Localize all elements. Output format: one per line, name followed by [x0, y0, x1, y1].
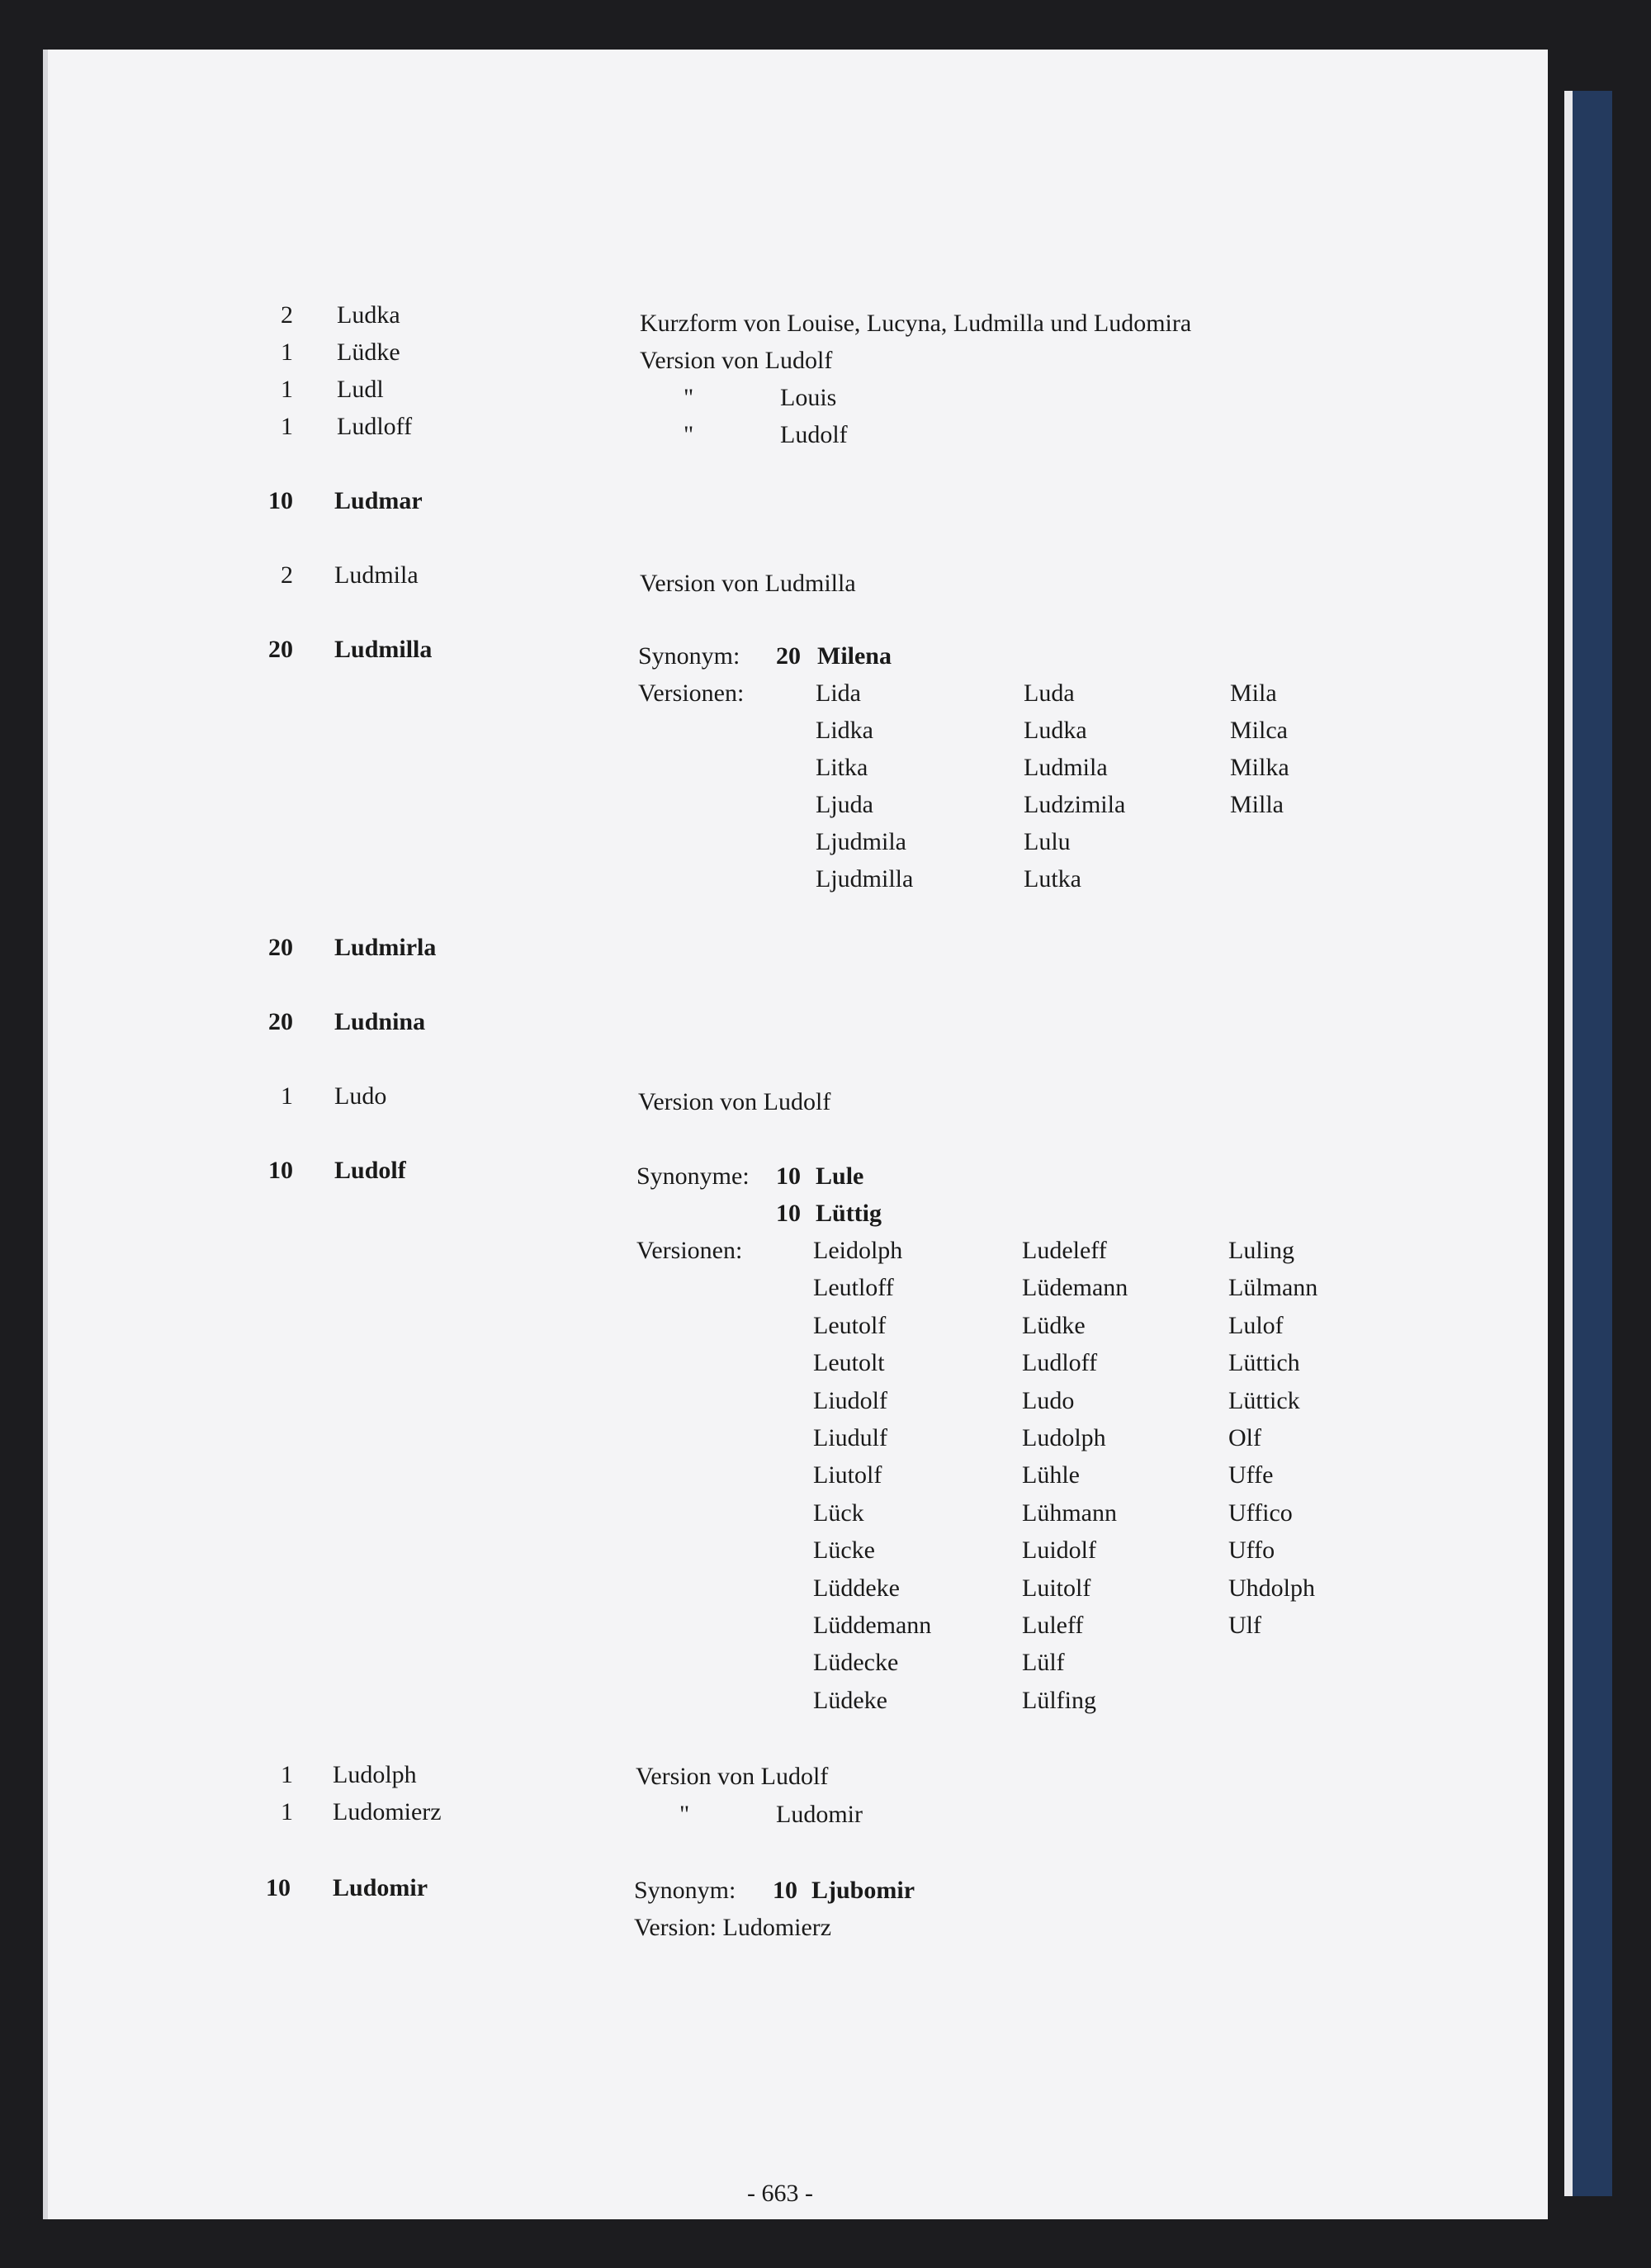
version-name: Lüdecke — [813, 1649, 899, 1677]
entry-note: Version von Ludolf — [636, 1763, 829, 1790]
entry-note: Version von Ludolf — [638, 1088, 831, 1115]
version-name: Lühmann — [1022, 1499, 1117, 1527]
entry-count: 1 — [281, 1082, 293, 1110]
version-name: Leutolt — [813, 1349, 885, 1377]
version-name: Ljudmilla — [816, 865, 914, 893]
version-name: Liudulf — [813, 1424, 887, 1451]
synonym-count: 20 — [776, 642, 801, 670]
entry-name: Ludmilla — [334, 636, 433, 663]
synonym-count: 10 — [776, 1200, 801, 1227]
entry-note: Ludolf — [780, 421, 848, 448]
entry-count: 10 — [268, 487, 293, 514]
version-name: Uffe — [1228, 1461, 1274, 1489]
entry-count: 20 — [268, 1008, 293, 1035]
synonym-name: Ljubomir — [811, 1877, 915, 1904]
version-name: Ljuda — [816, 791, 873, 818]
entry-name: Ludka — [337, 301, 400, 329]
entry-name: Ludloff — [337, 413, 413, 440]
synonym-label: Synonym: — [638, 642, 740, 670]
version-name: Uhdolph — [1228, 1574, 1315, 1602]
version-name: Lüttich — [1228, 1349, 1300, 1377]
version-name: Liutolf — [813, 1461, 882, 1489]
version-name: Leidolph — [813, 1237, 903, 1264]
version-name: Uffico — [1228, 1499, 1293, 1527]
version-name: Ludzimila — [1024, 791, 1126, 818]
ditto-mark: " — [679, 1801, 690, 1828]
page-number: - 663 - — [747, 2180, 813, 2207]
version-name: Lück — [813, 1499, 864, 1527]
version-name: Ludeleff — [1022, 1237, 1107, 1264]
version-name: Milka — [1230, 754, 1289, 781]
entry-count: 1 — [281, 1798, 293, 1825]
version-name: Lücke — [813, 1536, 875, 1565]
version-name: Milca — [1230, 717, 1288, 744]
version-name: Luda — [1024, 679, 1075, 707]
synonym-count: 10 — [776, 1162, 801, 1190]
version-name: Lulu — [1024, 828, 1071, 855]
synonym-count: 10 — [773, 1877, 797, 1904]
version-name: Mila — [1230, 679, 1277, 707]
synonym-label: Synonym: — [634, 1877, 736, 1904]
entry-count: 10 — [268, 1157, 293, 1184]
entry-name: Ludnina — [334, 1008, 426, 1035]
versions-label: Versionen: — [638, 679, 745, 707]
version-name: Uffo — [1228, 1536, 1275, 1565]
version-name: Ljudmila — [816, 828, 906, 855]
entry-name: Ludomierz — [333, 1798, 442, 1825]
entry-count: 2 — [281, 561, 293, 589]
entry-note: Version von Ludmilla — [640, 570, 856, 597]
version-name: Lüdeke — [813, 1686, 887, 1714]
synonym-name: Lule — [816, 1162, 864, 1190]
version-name: Ludo — [1022, 1386, 1075, 1414]
version-name: Lülf — [1022, 1649, 1065, 1677]
entry-name: Ludo — [334, 1082, 387, 1110]
entry-name: Ludl — [337, 376, 384, 403]
version-name: Lüddeke — [813, 1574, 900, 1602]
ditto-mark: " — [684, 384, 694, 411]
version-name: Ludka — [1024, 717, 1087, 744]
entry-count: 1 — [281, 339, 293, 366]
entry-name: Ludolf — [334, 1157, 406, 1184]
version-name: Ludolph — [1022, 1424, 1106, 1451]
synonym-name: Lüttig — [816, 1200, 882, 1227]
entry-count: 1 — [281, 413, 293, 440]
version-name: Lülfing — [1022, 1686, 1096, 1714]
entry-name: Ludmar — [334, 487, 423, 514]
version-name: Lutka — [1024, 865, 1081, 893]
entry-count: 20 — [268, 636, 293, 663]
versions-label: Versionen: — [636, 1237, 743, 1264]
version-name: Ludloff — [1022, 1349, 1098, 1377]
entry-count: 20 — [268, 934, 293, 961]
version-name: Lulof — [1228, 1311, 1284, 1339]
synonym-label: Synonyme: — [636, 1162, 750, 1190]
book-spine — [1573, 91, 1612, 2196]
version-name: Lidka — [816, 717, 873, 744]
version-name: Liudolf — [813, 1386, 887, 1414]
version-name: Lida — [816, 679, 861, 707]
entry-name: Ludolph — [333, 1761, 417, 1788]
entry-note: Ludomir — [776, 1801, 863, 1828]
entry-note: Louis — [780, 384, 837, 411]
version-name: Ludmila — [1024, 754, 1108, 781]
entry-count: 2 — [281, 301, 293, 329]
entry-note: Version: Ludomierz — [634, 1914, 832, 1941]
version-name: Lüdemann — [1022, 1274, 1128, 1302]
version-name: Luleff — [1022, 1612, 1084, 1639]
version-name: Lülmann — [1228, 1274, 1318, 1302]
entry-count: 10 — [266, 1874, 291, 1901]
version-name: Milla — [1230, 791, 1284, 818]
version-name: Lüttick — [1228, 1386, 1300, 1414]
version-name: Leutolf — [813, 1311, 887, 1339]
ditto-mark: " — [684, 421, 694, 448]
synonym-name: Milena — [817, 642, 892, 670]
version-name: Lüddemann — [813, 1612, 932, 1639]
version-name: Leutloff — [813, 1274, 894, 1302]
version-name: Lühle — [1022, 1461, 1080, 1489]
version-name: Ulf — [1228, 1612, 1261, 1639]
entry-name: Lüdke — [337, 339, 400, 366]
entry-name: Ludmirla — [334, 934, 437, 961]
version-name: Litka — [816, 754, 868, 781]
version-name: Lüdke — [1022, 1311, 1086, 1339]
version-name: Olf — [1228, 1424, 1261, 1451]
version-name: Luidolf — [1022, 1536, 1096, 1565]
entry-count: 1 — [281, 376, 293, 403]
entry-note: Version von Ludolf — [640, 347, 833, 374]
entry-name: Ludmila — [334, 561, 419, 589]
entry-count: 1 — [281, 1761, 293, 1788]
version-name: Luling — [1228, 1237, 1294, 1264]
version-name: Luitolf — [1022, 1574, 1091, 1602]
entry-note: Kurzform von Louise, Lucyna, Ludmilla und Ludomira — [640, 310, 1192, 337]
entry-name: Ludomir — [333, 1874, 428, 1901]
